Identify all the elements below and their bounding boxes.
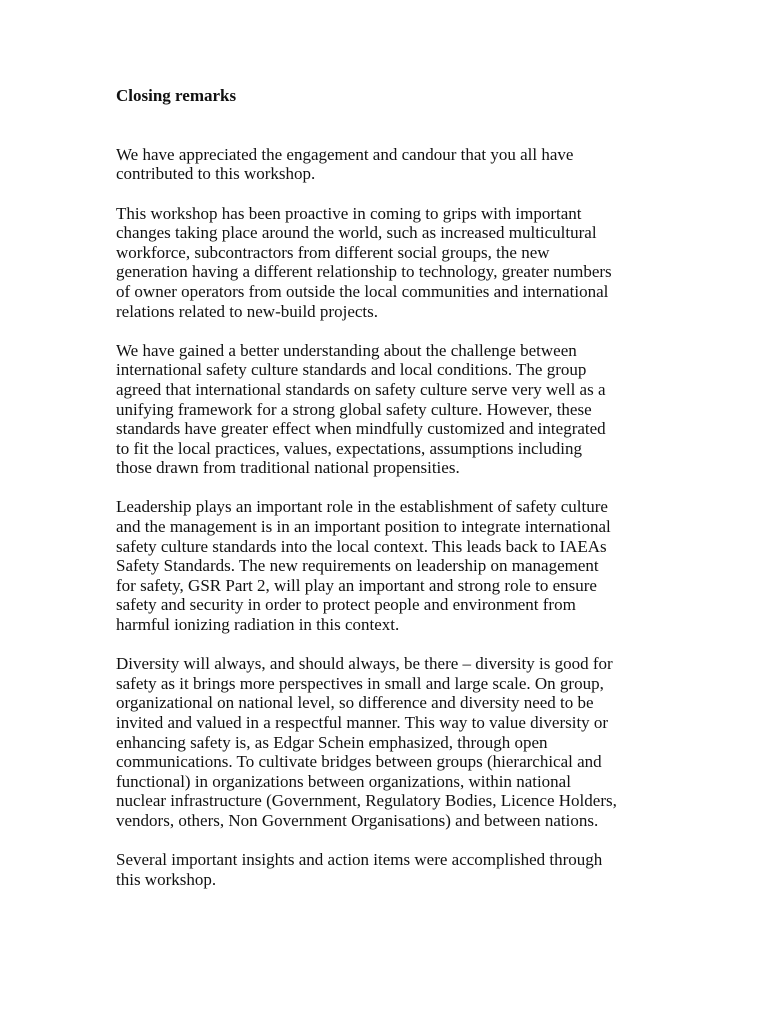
paragraph-line: Safety Standards. The new requirements on leadership on management (116, 556, 599, 576)
paragraph (116, 204, 617, 322)
paragraph-line: We have appreciated the engagement and candour that you all have (116, 144, 574, 164)
paragraph-line: relations related to new-build projects. (116, 301, 378, 321)
paragraph-line: international safety culture standards and local conditions. The group (116, 360, 587, 380)
paragraph-line: invited and valued in a respectful manner. This way to value diversity or (116, 713, 609, 732)
paragraph (116, 654, 617, 830)
paragraph-line: We have gained a better understanding about the challenge between (116, 340, 577, 360)
paragraph-line: unifying framework for a strong global safety culture. However, these (116, 399, 592, 419)
paragraph-line: safety as it brings more perspectives in small and large scale. On group, (116, 673, 604, 693)
paragraph-line: generation having a different relationship to technology, greater numbers (116, 262, 612, 282)
paragraph-line: contributed to this workshop. (116, 164, 316, 184)
paragraph-line: safety culture standards into the local context. This leads back to IAEAs (116, 536, 607, 556)
paragraph-line: communications. To cultivate bridges between groups (hierarchical and (116, 752, 602, 772)
paragraph-line: Leadership plays an important role in the establishment of safety culture (116, 497, 608, 517)
paragraph-line: vendors, others, Non Government Organisations) and between nations. (116, 810, 599, 830)
paragraph-line: workforce, subcontractors from different social groups, the new (116, 242, 550, 262)
paragraph-line: functional) in organizations between organizations, within national (116, 771, 571, 791)
paragraph-line: Diversity will always, and should always, be there – diversity is good for (116, 654, 613, 674)
paragraph-line: harmful ionizing radiation in this context. (116, 615, 400, 635)
document-body (116, 145, 617, 890)
paragraph-line: this workshop. (116, 869, 217, 889)
paragraph-line: nuclear infrastructure (Government, Regulatory Bodies, Licence Holders, (116, 791, 617, 811)
paragraph-line: organizational on national level, so difference and diversity need to be (116, 693, 594, 713)
paragraph-line: changes taking place around the world, such as increased multicultural (116, 223, 597, 243)
paragraph-line: those drawn from traditional national propensities. (116, 458, 460, 478)
paragraph-line: agreed that international standards on safety culture serve very well as a (116, 379, 606, 399)
paragraph (116, 145, 617, 184)
document-page (116, 86, 617, 909)
document-heading: Closing remarks (116, 86, 237, 105)
paragraph (116, 497, 617, 634)
paragraph-line: enhancing safety is, as Edgar Schein emphasized, through open (116, 732, 548, 752)
paragraph (116, 341, 617, 478)
paragraph-line: standards have greater effect when mindfully customized and integrated (116, 419, 606, 439)
paragraph-line: Several important insights and action items were accomplished through (116, 850, 603, 870)
paragraph (116, 850, 617, 889)
paragraph-line: safety and security in order to protect people and environment from (116, 595, 576, 615)
paragraph-line: and the management is in an important position to integrate international (116, 517, 611, 537)
paragraph-line: to fit the local practices, values, expectations, assumptions including (116, 438, 582, 458)
paragraph-line: of owner operators from outside the local communities and international (116, 281, 609, 301)
paragraph-line: for safety, GSR Part 2, will play an important and strong role to ensure (116, 575, 597, 595)
paragraph-line: This workshop has been proactive in coming to grips with important (116, 203, 582, 223)
